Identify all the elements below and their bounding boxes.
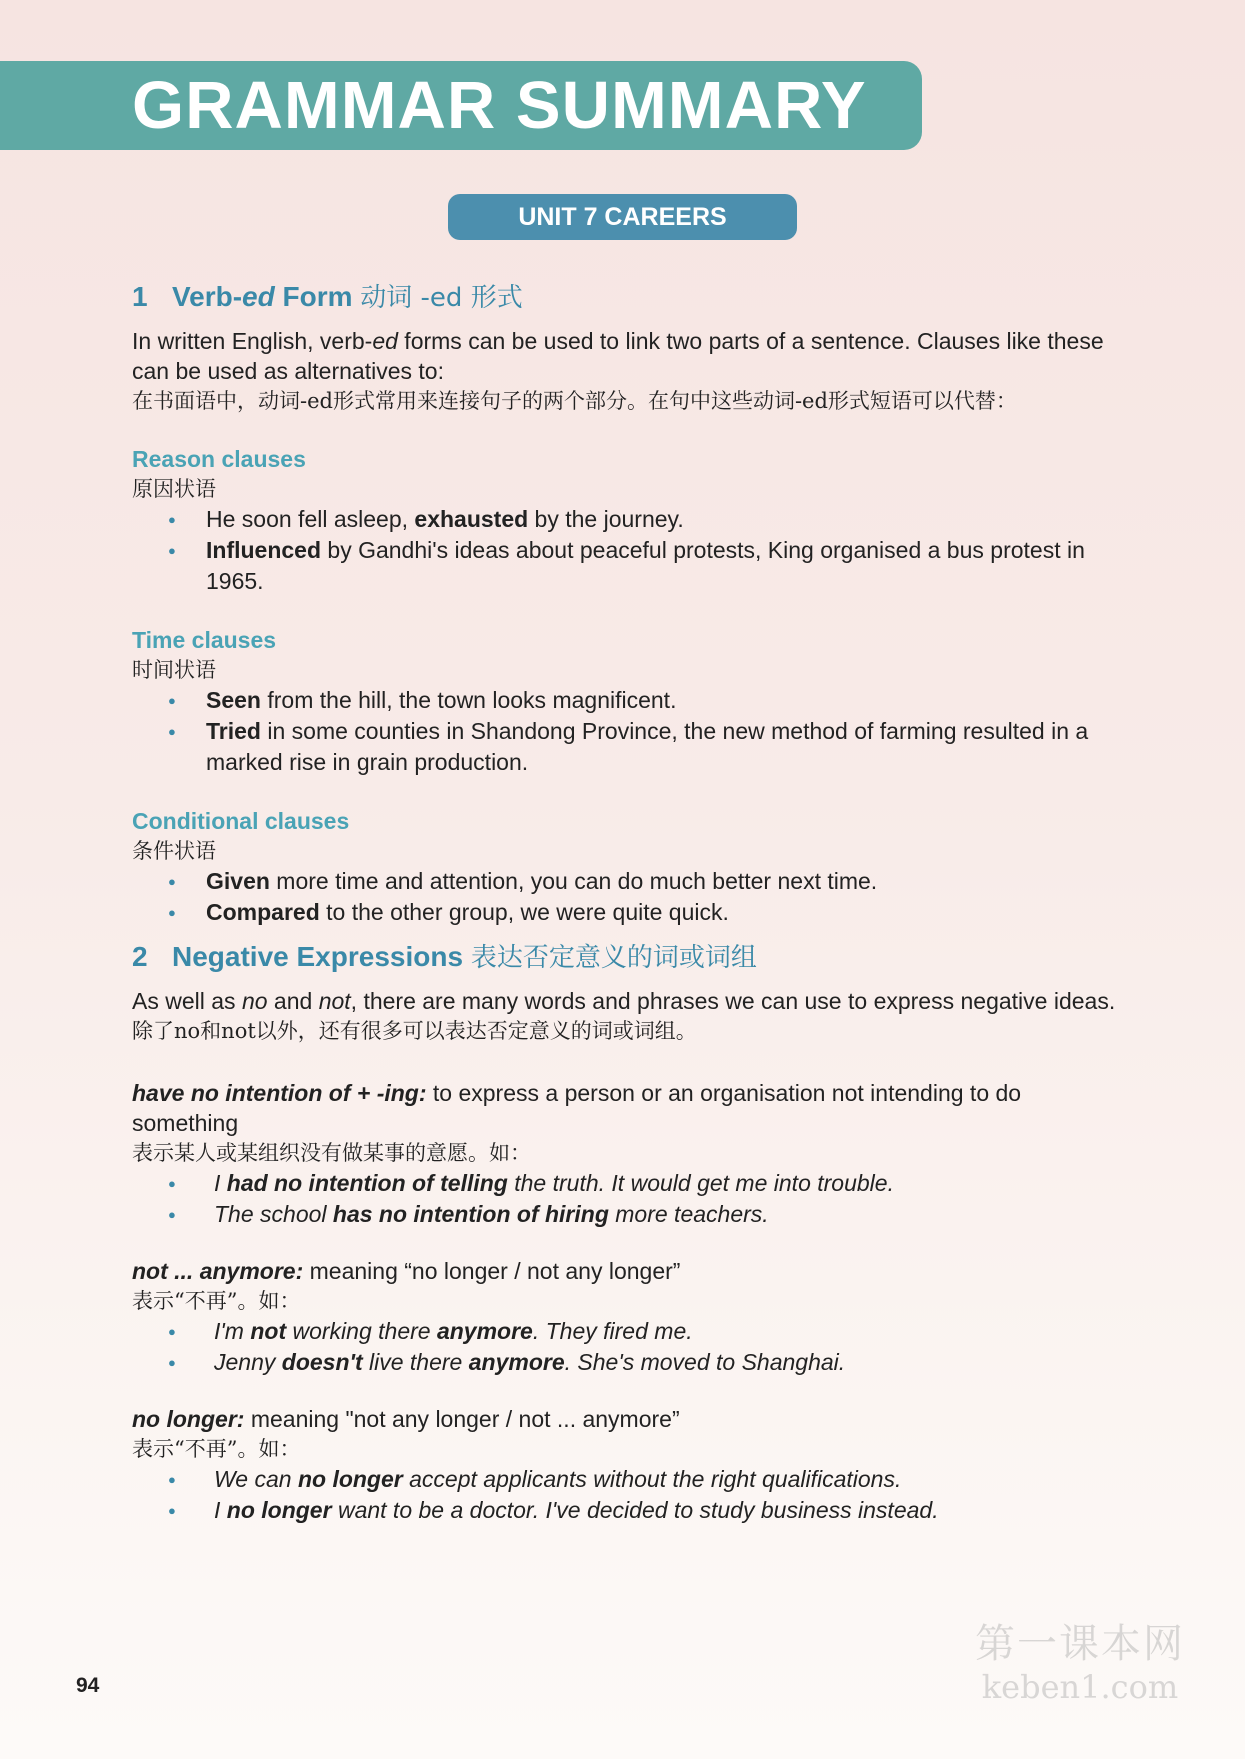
- list-item: ● I had no intention of telling the truth. It would get me into trouble.: [206, 1168, 1122, 1199]
- unit-label: UNIT 7 CAREERS: [448, 194, 797, 240]
- section-2-intro: As well as no and not, there are many words and phrases we can use to express negative ideas.: [132, 988, 1116, 1014]
- term-definition-zh: 表示“不再”。如：: [132, 1437, 301, 1461]
- reason-clauses-zh: 原因状语: [132, 477, 216, 501]
- list-item: ● He soon fell asleep, exhausted by the journey.: [206, 504, 1122, 535]
- list-item: ● Seen from the hill, the town looks magnificent.: [206, 685, 1122, 716]
- conditional-clauses-heading: Conditional clauses: [132, 808, 350, 834]
- page-title: GRAMMAR SUMMARY: [132, 68, 867, 143]
- section-1-intro: In written English, verb-ed forms can be used to link two parts of a sentence. Clauses like these can be used as alternatives to:: [132, 328, 1104, 384]
- main-content: [132, 276, 1122, 1526]
- section-1-heading: 1 Verb-ed Form 动词 -ed 形式: [132, 281, 523, 313]
- list-item: ● Compared to the other group, we were quite quick.: [206, 897, 1122, 928]
- time-clauses-heading: Time clauses: [132, 627, 277, 653]
- list-item: ● The school has no intention of hiring more teachers.: [206, 1199, 1122, 1230]
- section-2-heading: 2 Negative Expressions 表达否定意义的词或词组: [132, 941, 757, 973]
- term-definition: have no intention of + -ing: to express a person or an organisation not intending to do something: [132, 1080, 1022, 1136]
- page-number: 94: [76, 1674, 100, 1697]
- term-definition: no longer: meaning "not any longer / not ... anymore”: [132, 1406, 680, 1432]
- time-examples: [132, 685, 1122, 778]
- term-examples: [132, 1316, 1122, 1378]
- term-examples: [132, 1168, 1122, 1230]
- section-2-intro-zh: 除了no和not以外，还有很多可以表达否定意义的词或词组。: [132, 1019, 697, 1043]
- list-item: ● We can no longer accept applicants without the right qualifications.: [206, 1464, 1122, 1495]
- conditional-examples: [132, 866, 1122, 928]
- reason-examples: [132, 504, 1122, 597]
- list-item: ● Jenny doesn't live there anymore. She's moved to Shanghai.: [206, 1347, 1122, 1378]
- reason-clauses-heading: Reason clauses: [132, 446, 306, 472]
- conditional-clauses-zh: 条件状语: [132, 839, 216, 863]
- section-1-intro-zh: 在书面语中，动词-ed形式常用来连接句子的两个部分。在句中这些动词-ed形式短语可以代替：: [132, 389, 1017, 413]
- term-definition-zh: 表示“不再”。如：: [132, 1289, 301, 1313]
- time-clauses-zh: 时间状语: [132, 658, 216, 682]
- term-examples: [132, 1464, 1122, 1526]
- term-definition: not ... anymore: meaning “no longer / not any longer”: [132, 1258, 681, 1284]
- list-item: ● I'm not working there anymore. They fired me.: [206, 1316, 1122, 1347]
- term-definition-zh: 表示某人或某组织没有做某事的意愿。如：: [132, 1141, 531, 1165]
- list-item: ● I no longer want to be a doctor. I've decided to study business instead.: [206, 1495, 1122, 1526]
- list-item: ● Given more time and attention, you can do much better next time.: [206, 866, 1122, 897]
- watermark: 第一课本网 keben1.com: [975, 1621, 1185, 1706]
- list-item: ● Tried in some counties in Shandong Province, the new method of farming resulted in a marked rise in grain production.: [206, 716, 1122, 778]
- list-item: ● Influenced by Gandhi's ideas about peaceful protests, King organised a bus protest in 1965.: [206, 535, 1122, 597]
